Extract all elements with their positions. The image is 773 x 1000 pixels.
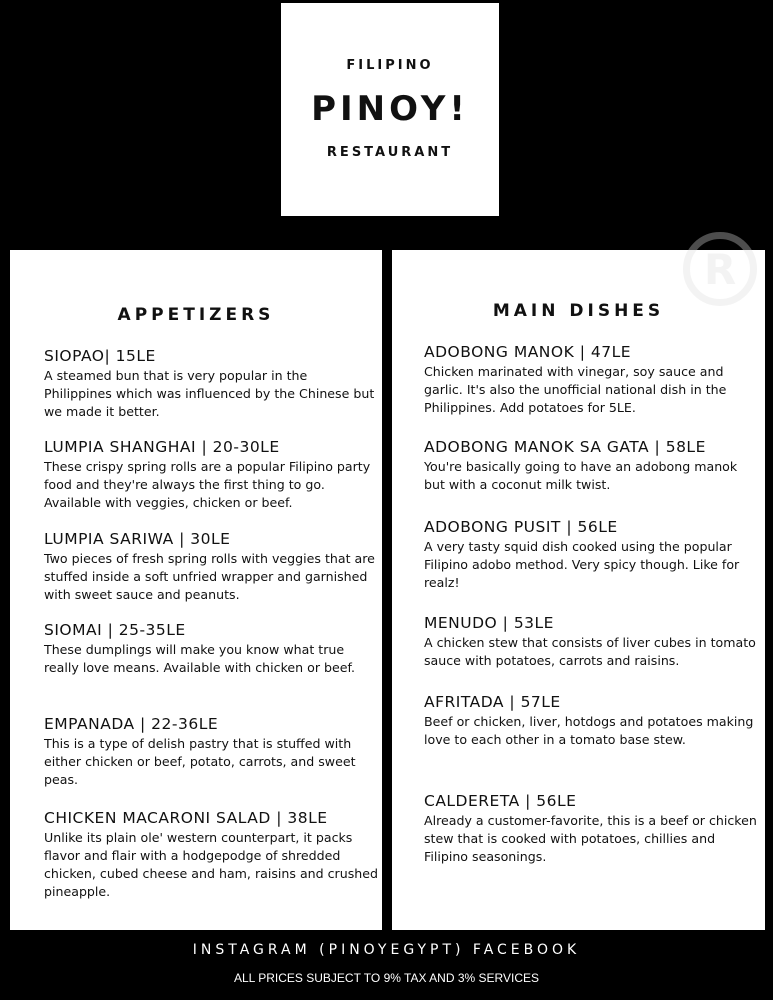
menu-item-description: These crispy spring rolls are a popular Filipino party food and they're always the first thing to go. Available with veggies, chicken or beef. xyxy=(44,459,371,510)
menu-item-description: These dumplings will make you know what true really love means. Available with chicken or beef. xyxy=(44,642,356,675)
menu-item-title: SIOMAI | 25-35LE xyxy=(44,621,186,639)
menu-item-description: A steamed bun that is very popular in the Philippines which was influenced by the Chinese but we made it better. xyxy=(44,368,375,419)
menu-item-description: Chicken marinated with vinegar, soy sauce and garlic. It's also the unofficial national dish in the Philippines. Add potatoes for 5LE. xyxy=(424,364,727,415)
main-dishes-title: MAIN DISHES xyxy=(492,301,665,321)
menu-item-description: Beef or chicken, liver, hotdogs and potatoes making love to each other in a tomato base stew. xyxy=(424,714,754,747)
menu-item-description: Two pieces of fresh spring rolls with veggies that are stuffed inside a soft unfried wrapper and garnished with sweet sauce and peanuts. xyxy=(44,551,375,602)
menu-item-description: You're basically going to have an adobong manok but with a coconut milk twist. xyxy=(424,459,738,492)
menu-item-title: AFRITADA | 57LE xyxy=(424,693,561,711)
menu-item-title: MENUDO | 53LE xyxy=(424,614,554,632)
menu-item xyxy=(424,517,762,592)
menu-item xyxy=(44,437,378,512)
menu-item xyxy=(424,791,762,866)
logo-subtitle-bottom: RESTAURANT xyxy=(326,145,454,160)
menu-item-title: LUMPIA SHANGHAI | 20-30LE xyxy=(44,438,280,456)
menu-item-title: ADOBONG MANOK SA GATA | 58LE xyxy=(424,438,706,456)
menu-item-description: A chicken stew that consists of liver cubes in tomato sauce with potatoes, carrots and raisins. xyxy=(424,635,756,668)
menu-item-description: Already a customer-favorite, this is a beef or chicken stew that is cooked with potatoes, chillies and Filipino seasonings. xyxy=(424,813,757,864)
menu-item-title: EMPANADA | 22-36LE xyxy=(44,715,219,733)
main-dishes-panel xyxy=(392,250,765,930)
menu-item-description: Unlike its plain ole' western counterpart, it packs flavor and flair with a hodgepodge of shredded chicken, cubed cheese and ham, raisins and crushed pineapple. xyxy=(44,830,379,899)
menu-item xyxy=(44,808,378,901)
registered-watermark-icon: R xyxy=(683,232,757,306)
menu-item-title: ADOBONG MANOK | 47LE xyxy=(424,343,631,361)
menu-item xyxy=(44,346,378,421)
menu-item-description: This is a type of delish pastry that is stuffed with either chicken or beef, potato, carrots, and sweet peas. xyxy=(44,736,356,787)
appetizers-panel xyxy=(10,250,382,930)
appetizers-title: APPETIZERS xyxy=(117,305,275,325)
social-links-text: INSTAGRAM (PINOYEGYPT) FACEBOOK xyxy=(192,942,581,958)
menu-item xyxy=(424,342,762,417)
menu-item-title: CALDERETA | 56LE xyxy=(424,792,577,810)
menu-item xyxy=(424,692,762,749)
menu-item xyxy=(44,620,378,677)
menu-item-title: ADOBONG PUSIT | 56LE xyxy=(424,518,618,536)
logo-box xyxy=(281,3,499,216)
menu-item-title: LUMPIA SARIWA | 30LE xyxy=(44,530,231,548)
menu-item-description: A very tasty squid dish cooked using the popular Filipino adobo method. Very spicy though. Like for realz! xyxy=(424,539,740,590)
logo-subtitle-top: FILIPINO xyxy=(346,58,434,73)
tax-note: ALL PRICES SUBJECT TO 9% TAX AND 3% SERVICES xyxy=(233,971,539,985)
menu-item xyxy=(44,529,378,604)
menu-item-title: SIOPAO| 15LE xyxy=(44,347,156,365)
menu-item xyxy=(424,437,762,494)
menu-item xyxy=(424,613,762,670)
menu-item xyxy=(44,714,378,789)
restaurant-name: PINOY! xyxy=(311,89,469,129)
menu-item-title: CHICKEN MACARONI SALAD | 38LE xyxy=(44,809,328,827)
